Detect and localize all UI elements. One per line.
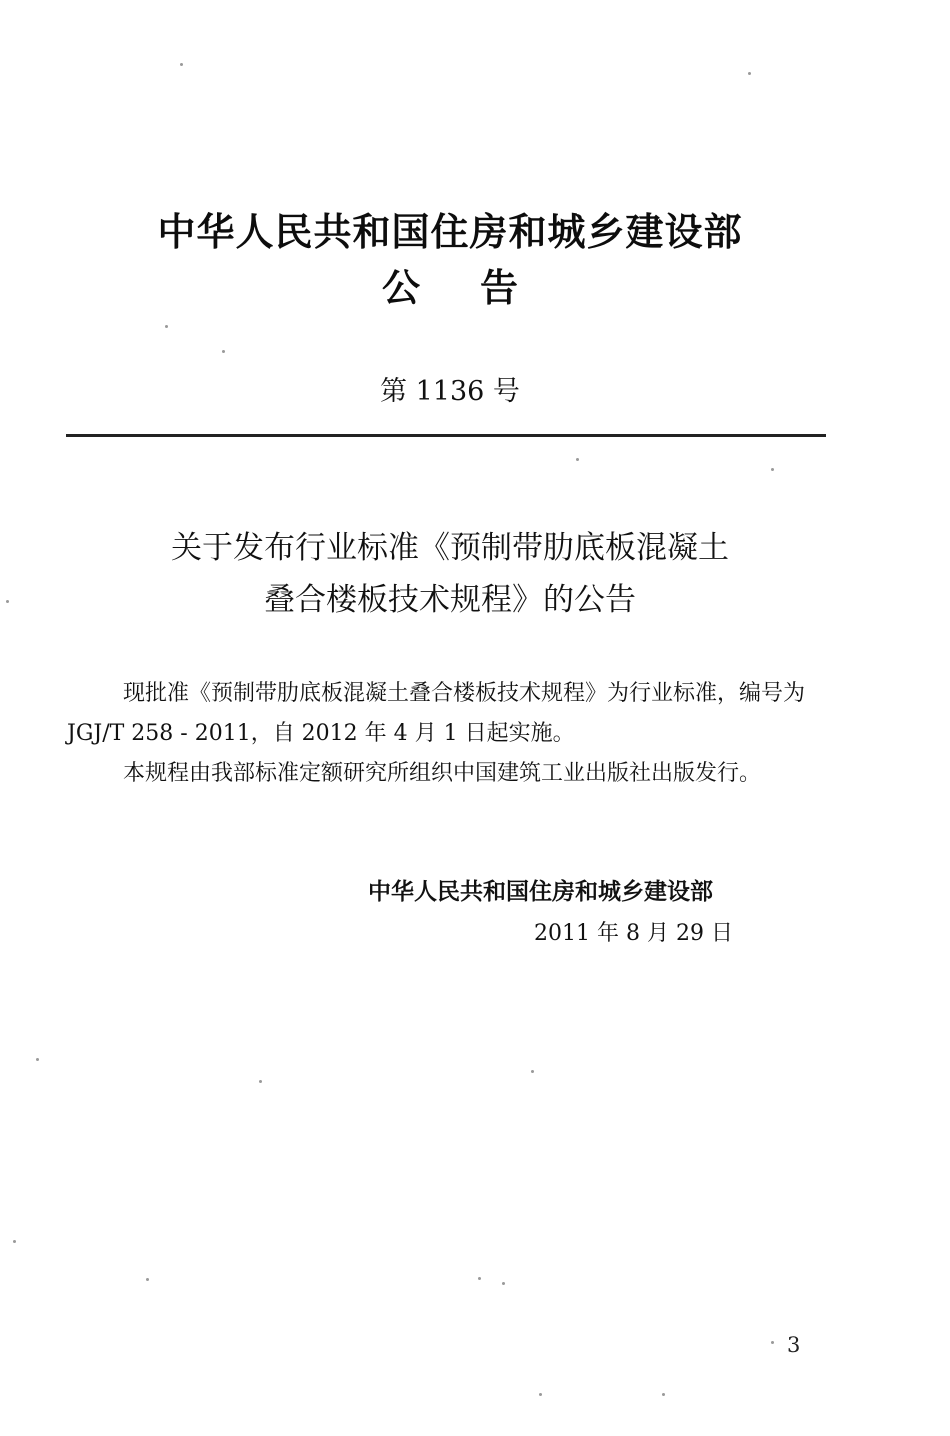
scan-speck xyxy=(146,1278,149,1281)
announcement-label: 公告 xyxy=(381,266,578,310)
scan-speck xyxy=(502,1282,505,1285)
header-divider xyxy=(66,434,826,437)
scan-speck xyxy=(36,1058,39,1061)
scan-speck xyxy=(222,350,225,353)
scan-speck xyxy=(180,63,183,66)
scan-speck xyxy=(771,1341,774,1344)
scan-speck xyxy=(13,1240,16,1243)
scan-speck xyxy=(6,600,9,603)
signature-organization: 中华人民共和国住房和城乡建设部 xyxy=(368,879,713,905)
page-number: 3 xyxy=(787,1333,801,1357)
scan-speck xyxy=(531,1070,534,1073)
scan-speck xyxy=(771,468,774,471)
body-paragraph-approval: 现批准《预制带肋底板混凝土叠合楼板技术规程》为行业标准，编号为 JGJ/T 258 - 2011，自 2012 年 4 月 1 日起实施。 xyxy=(67,681,806,746)
document-title-line-1: 关于发布行业标准《预制带肋底板混凝土 xyxy=(171,530,729,566)
scan-speck xyxy=(165,325,168,328)
document-number: 第 1136 号 xyxy=(380,376,520,407)
document-title xyxy=(60,522,840,626)
scan-speck xyxy=(478,1277,481,1280)
scan-speck xyxy=(748,72,751,75)
body-paragraph-publication: 本规程由我部标准定额研究所组织中国建筑工业出版社出版发行。 xyxy=(123,761,762,786)
document-title-line-2: 叠合楼板技术规程》的公告 xyxy=(264,582,636,618)
scan-speck xyxy=(662,1393,665,1396)
issuer-heading: 中华人民共和国住房和城乡建设部 xyxy=(157,210,743,254)
signature-date: 2011 年 8 月 29 日 xyxy=(534,921,733,946)
scan-speck xyxy=(539,1393,542,1396)
scan-speck xyxy=(576,458,579,461)
scan-speck xyxy=(259,1080,262,1083)
